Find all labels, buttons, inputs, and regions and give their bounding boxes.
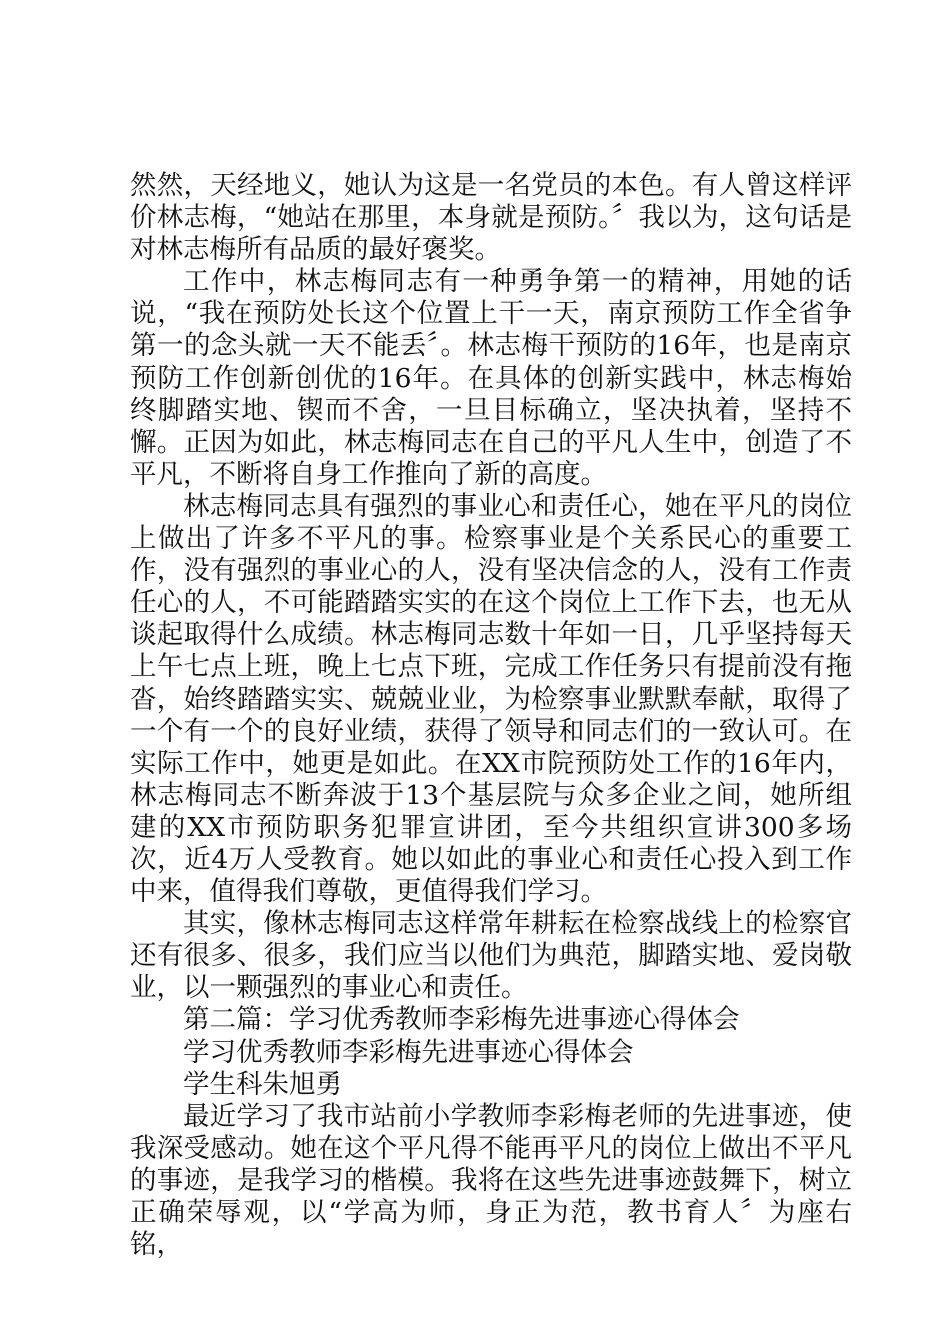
paragraph: 最近学习了我市站前小学教师李彩梅老师的先进事迹，使我深受感动。她在这个平凡得不能再平凡的岗位上做出不平凡的事迹，是我学习的楷模。我将在这些先进事迹鼓舞下，树立正确荣辱观，以“学高为师，身正为范，教书育人〞为座右铭， — [130, 1100, 852, 1261]
document-body — [130, 170, 852, 1261]
article-title: 学习优秀教师李彩梅先进事迹心得体会 — [183, 1036, 634, 1068]
paragraph: 工作中，林志梅同志有一种勇争第一的精神，用她的话说，“我在预防处长这个位置上干一天，南京预防工作全省争第一的念头就一天不能丢〞。林志梅干预防的16年，也是南京预防工作创新创优的16年。在具体的创新实践中，林志梅始终脚踏实地、锲而不舍，一旦目标确立，坚决执着，坚持不懈。正因为如此，林志梅同志在自己的平凡人生中，创造了不平凡，不断将自身工作推向了新的高度。 — [130, 266, 852, 490]
paragraph: 其实，像林志梅同志这样常年耕耘在检察战线上的检察官还有很多、很多，我们应当以他们为典范，脚踏实地、爱岗敬业，以一颗强烈的事业心和责任。 — [130, 908, 852, 1004]
paragraph: 林志梅同志具有强烈的事业心和责任心，她在平凡的岗位上做出了许多不平凡的事。检察事业是个关系民心的重要工作，没有强烈的事业心的人，没有坚决信念的人，没有工作责任心的人，不可能踏踏实实的在这个岗位上工作下去，也无从谈起取得什么成绩。林志梅同志数十年如一日，几乎坚持每天上午七点上班，晚上七点下班，完成工作任务只有提前没有拖沓，始终踏踏实实、兢兢业业，为检察事业默默奉献，取得了一个有一个的良好业绩，获得了领导和同志们的一致认可。在实际工作中，她更是如此。在XX市院预防处工作的16年内，林志梅同志不断奔波于13个基层院与众多企业之间，她所组建的XX市预防职务犯罪宣讲团，至今共组织宣讲300多场次，近4万人受教育。她以如此的事业心和责任心投入到工作中来，值得我们尊敬，更值得我们学习。 — [130, 490, 852, 908]
author-line: 学生科朱旭勇 — [183, 1068, 342, 1100]
section-heading: 第二篇：学习优秀教师李彩梅先进事迹心得体会 — [183, 1004, 740, 1036]
paragraph-continuation: 然然，天经地义，她认为这是一名党员的本色。有人曾这样评价林志梅，“她站在那里，本身就是预防。〞我以为，这句话是对林志梅所有品质的最好褒奖。 — [130, 170, 852, 266]
